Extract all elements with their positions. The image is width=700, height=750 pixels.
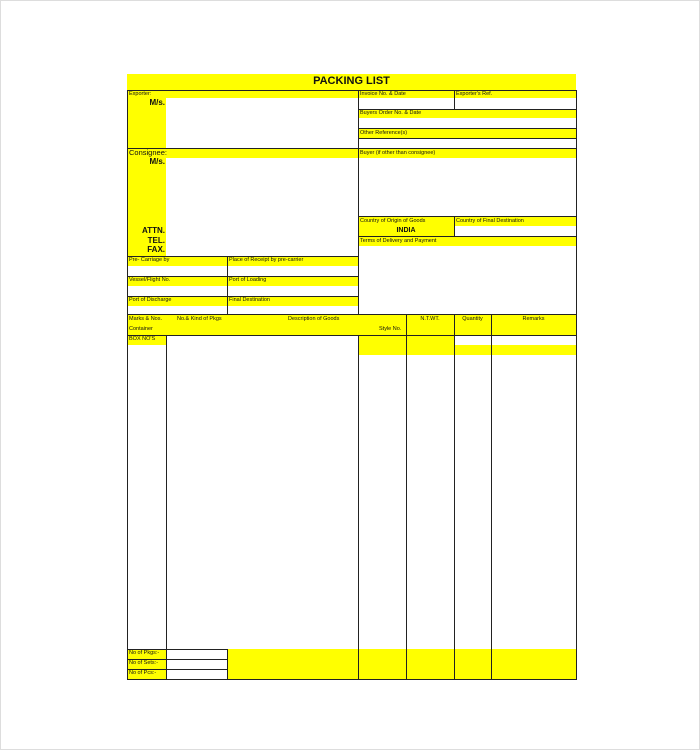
port-loading-label: Port of Loading bbox=[229, 277, 267, 283]
style-header: Style No. bbox=[379, 326, 402, 332]
consignee-label: Consignee: bbox=[129, 148, 167, 157]
totals-band bbox=[227, 649, 576, 679]
kind-header: No.& Kind of Pkgs bbox=[177, 316, 222, 322]
buyers-order-label: Buyers Order No. & Date bbox=[360, 110, 422, 116]
total-pcs-label: No of Pcs:- bbox=[129, 670, 157, 676]
origin-label: Country of Origin of Goods bbox=[360, 218, 426, 224]
marks-header: Marks & Nos. bbox=[129, 316, 163, 322]
exporter-ref-label: Exporter's Ref. bbox=[456, 91, 493, 97]
exporter-label: Exporter: bbox=[129, 91, 152, 97]
box-nos-label: BOX NO'S bbox=[129, 336, 156, 342]
port-discharge-label: Port of Discharge bbox=[129, 297, 172, 303]
description-header: Description of Goods bbox=[288, 316, 340, 322]
page-title: PACKING LIST bbox=[313, 75, 390, 87]
other-refs-label: Other Reference(s) bbox=[360, 130, 408, 136]
tel-label: TEL. bbox=[147, 236, 165, 245]
pre-carriage-label: Pre- Carriage by bbox=[129, 257, 170, 263]
attn-label: ATTN. bbox=[142, 226, 165, 235]
final-destination-label: Final Destination bbox=[229, 297, 270, 303]
vessel-label: Vessel/Flight No. bbox=[129, 277, 171, 283]
final-dest-country-label: Country of Final Destination bbox=[456, 218, 524, 224]
quantity-header: Quantity bbox=[462, 316, 483, 322]
fax-label: FAX. bbox=[147, 245, 165, 254]
row-band-right bbox=[454, 345, 576, 355]
terms-label: Terms of Delivery and Payment bbox=[360, 238, 437, 244]
remarks-header: Remarks bbox=[522, 316, 545, 322]
ntwt-header: N.T.WT. bbox=[420, 316, 440, 322]
origin-value: INDIA bbox=[396, 227, 416, 234]
buyer-label: Buyer (if other than consignee) bbox=[360, 150, 436, 156]
total-pkgs-label: No of Pkgs:- bbox=[129, 650, 160, 656]
consignee-ms: M/s. bbox=[149, 157, 165, 166]
total-sets-label: No of Sets:- bbox=[129, 660, 159, 666]
exporter-ms: M/s. bbox=[149, 98, 165, 107]
invoice-label: Invoice No. & Date bbox=[360, 91, 406, 97]
place-receipt-label: Place of Receipt by pre-carrier bbox=[229, 257, 304, 263]
container-header: Container bbox=[129, 326, 153, 332]
